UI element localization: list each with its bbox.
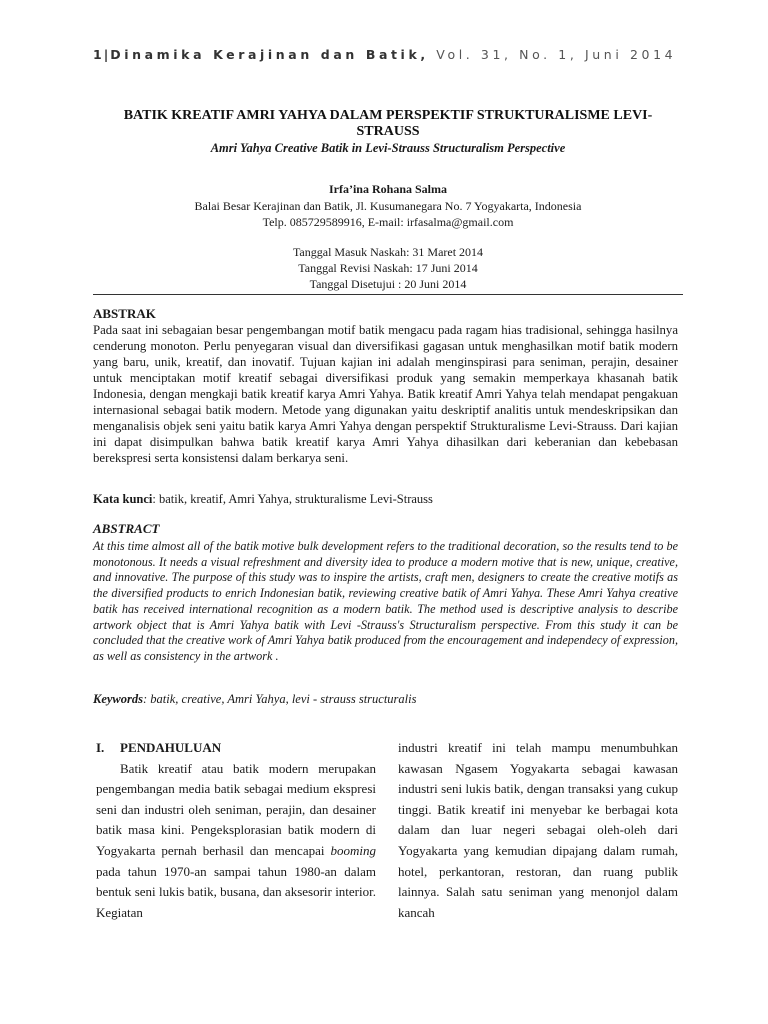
running-header — [93, 44, 683, 66]
date-received: Tanggal Masuk Naskah: 31 Maret 2014 — [292, 245, 484, 259]
intro-paragraph-continued: industri kreatif ini telah mampu menumbuhkan kawasan Ngasem Yogyakarta sebagai kawasan industri seni lukis batik, dengan transaksi yang cukup tinggi. Batik kreatif ini menyebar ke berbagai kota dalam dan luar negeri sebagai oleh-oleh dari Yogyakarta yang kemudian dipajang dalam rumah, hotel, perkantoran, restoran, dan ruang publik lainnya. Salah satu seniman yang menonjol dalam kancah — [398, 740, 678, 920]
article-subtitle: Amri Yahya Creative Batik in Levi-Strauss Structuralism Perspective — [210, 141, 566, 155]
section-number: I. — [96, 740, 105, 755]
kata-kunci-values: : batik, kreatif, Amri Yahya, strukturalisme Levi-Strauss — [152, 492, 433, 506]
keywords-values: : batik, creative, Amri Yahya, levi - strauss structuralis — [143, 692, 417, 706]
kata-kunci — [93, 492, 683, 507]
intro-paragraph — [96, 759, 376, 924]
intro-italic-term: booming — [330, 842, 376, 858]
intro-text-part2: pada tahun 1970-an sampai tahun 1980-an dalam bentuk seni lukis batik, busana, dan aksesorir interior. Kegiatan — [96, 863, 376, 920]
keywords-label: Keywords — [93, 692, 143, 706]
author-contact: Telp. 085729589916, E-mail: irfasalma@gmail.com — [262, 215, 514, 229]
abstract-heading: ABSTRACT — [93, 521, 160, 536]
keywords — [93, 692, 683, 707]
abstrak-heading: ABSTRAK — [93, 306, 156, 321]
abstract-body: At this time almost all of the batik motive bulk development refers to the traditional decoration, so the results tend to be monotonous. It needs a visual refreshment and diversity idea to produce a modern motive that is new, unique, creative, and innovative. The purpose of this study was to inspire the artists, craft men, designers to create the creative motifs as the diversified products to enrich Indonesian batik, reviewing creative batik of Amri Yahya. These Amri Yahya creative batik has received international recognition as a modern batik. The method used is descriptive analysis to describe artwork object that is Amri Yahya batik with Levi -Strauss's Structuralism perspective. From this study it can be concluded that the creative work of Amri Yahya batik produced from the encouragement and independecy of expression, as well as consistency in the artwork . — [93, 539, 678, 663]
divider-line — [93, 294, 683, 295]
journal-name: Dinamika Kerajinan dan Batik, — [110, 47, 429, 62]
journal-volume: Vol. 31, No. 1, Juni 2014 — [428, 47, 677, 62]
section-heading — [96, 738, 376, 759]
left-column — [96, 738, 376, 923]
right-column — [398, 738, 678, 923]
kata-kunci-label: Kata kunci — [93, 492, 153, 506]
author-affiliation: Balai Besar Kerajinan dan Batik, Jl. Kusumanegara No. 7 Yogyakarta, Indonesia — [194, 199, 582, 213]
article-title: BATIK KREATIF AMRI YAHYA DALAM PERSPEKTIF STRUKTURALISME LEVI-STRAUSS — [123, 108, 653, 139]
section-title: PENDAHULUAN — [120, 740, 222, 755]
intro-text-part1: Batik kreatif atau batik modern merupakan pengembangan media batik sebagai medium ekspresi seni dan industri oleh seniman, perajin, dan desainer batik masa kini. Pengeksplorasian batik modern di Yogyakarta pernah berhasil dan mencapai — [96, 760, 376, 858]
page-number: 1 — [93, 47, 104, 62]
author-name: Irfa’ina Rohana Salma — [328, 182, 447, 196]
date-revised: Tanggal Revisi Naskah: 17 Juni 2014 — [298, 261, 478, 275]
abstrak-body: Pada saat ini sebagaian besar pengembangan motif batik mengacu pada ragam hias tradisional, sehingga hasilnya cenderung monoton. Perlu penyegaran visual dan diversifikasi gagasan untuk menghasilkan motif batik modern yang baru, unik, kreatif, dan inovatif. Tujuan kajian ini adalah menginspirasi para seniman, perajin, desainer untuk menciptakan motif kreatif sebagai diversifikasi produk yang semakin memperkaya khasanah batik Indonesia, dengan mengkaji batik kreatif karya Amri Yahya. Batik kreatif Amri Yahya telah mendapat pengakuan internasional sebagai batik modern. Metode yang digunakan yaitu deskriptif analitis untuk mendeskripsikan dan menganalisis objek seni yaitu batik karya Amri Yahya dengan perspektif Strukturalisme Levi-Strauss. Dari kajian ini dapat disimpulkan bahwa batik kreatif karya Amri Yahya dihasilkan dari keberanian dan kebebasan berekspresi serta konsistensi dalam berkarya seni. — [93, 323, 678, 465]
date-accepted: Tanggal Disetujui : 20 Juni 2014 — [309, 277, 467, 291]
header-separator: | — [103, 47, 111, 62]
